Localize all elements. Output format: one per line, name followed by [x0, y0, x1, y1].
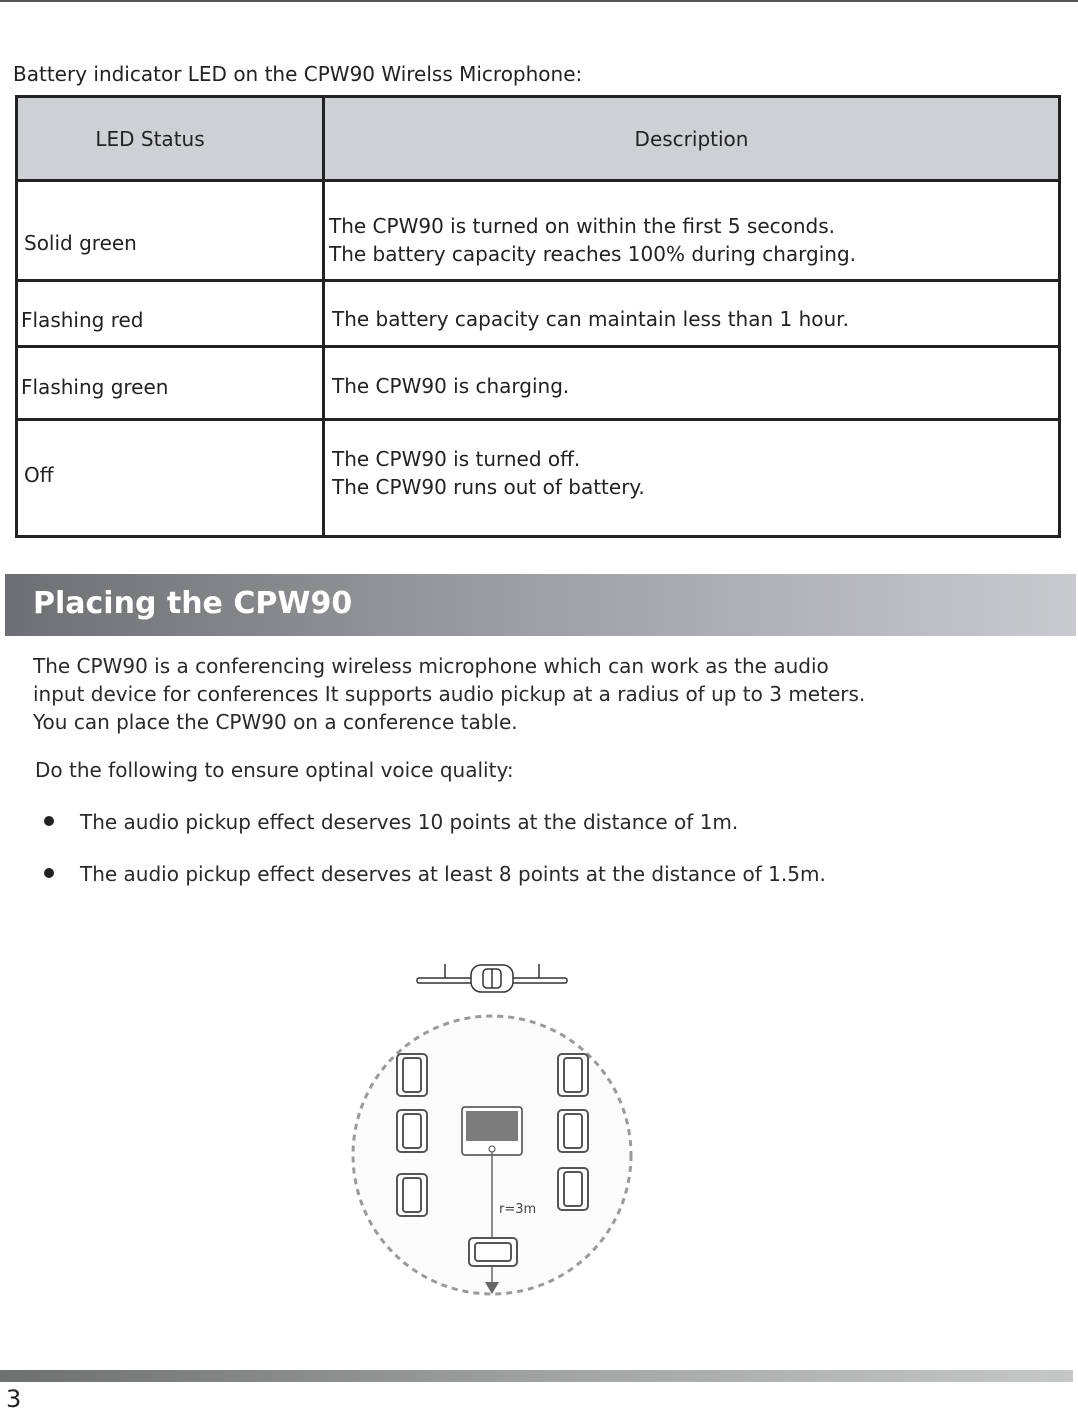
row-description: The battery capacity can maintain less than 1 hour.	[332, 307, 849, 331]
bullet-dot	[44, 868, 54, 878]
row-description: The CPW90 is turned off. The CPW90 runs out of battery.	[332, 447, 645, 499]
row-description: The CPW90 is turned on within the first 5 seconds. The battery capacity reaches 100% during charging.	[329, 214, 856, 266]
footer-bar	[0, 1370, 1073, 1382]
row-status: Solid green	[24, 231, 137, 255]
bullet-item: The audio pickup effect deserves 10 points at the distance of 1m.	[44, 810, 738, 834]
led-status-table	[15, 95, 1061, 538]
chairs-left	[397, 1054, 427, 1216]
table-caption: Battery indicator LED on the CPW90 Wirelss Microphone:	[13, 62, 583, 86]
row-status: Flashing red	[21, 308, 144, 332]
column-divider	[322, 182, 325, 535]
row-divider	[18, 345, 1058, 348]
header-description: Description	[325, 98, 1058, 182]
section-title: Placing the CPW90	[33, 586, 353, 621]
row-divider	[18, 418, 1058, 421]
chair-bottom	[469, 1238, 517, 1266]
bullet-item: The audio pickup effect deserves at least 8 points at the distance of 1.5m.	[44, 862, 826, 886]
row-status: Flashing green	[21, 375, 169, 399]
section-header-bar	[5, 574, 1076, 636]
bullet-dot	[44, 816, 54, 826]
row-status: Off	[24, 463, 54, 487]
microphone-top-view	[462, 1107, 522, 1155]
top-rule	[0, 0, 1078, 2]
instructions-lead: Do the following to ensure optinal voice quality:	[35, 758, 514, 782]
row-divider	[18, 279, 1058, 282]
row-description: The CPW90 is charging.	[332, 374, 570, 398]
chairs-right	[558, 1054, 588, 1210]
microphone-side-view	[417, 964, 567, 992]
intro-paragraph: The CPW90 is a conferencing wireless microphone which can work as the audio input device for conferences It supports audio pickup at a radius of up to 3 meters. You can place the CPW90 on a conference table.	[33, 654, 866, 734]
placement-diagram	[345, 960, 640, 1300]
radius-label: r=3m	[499, 1202, 537, 1217]
header-led-status: LED Status	[18, 98, 325, 182]
page-number: 3	[6, 1385, 22, 1413]
